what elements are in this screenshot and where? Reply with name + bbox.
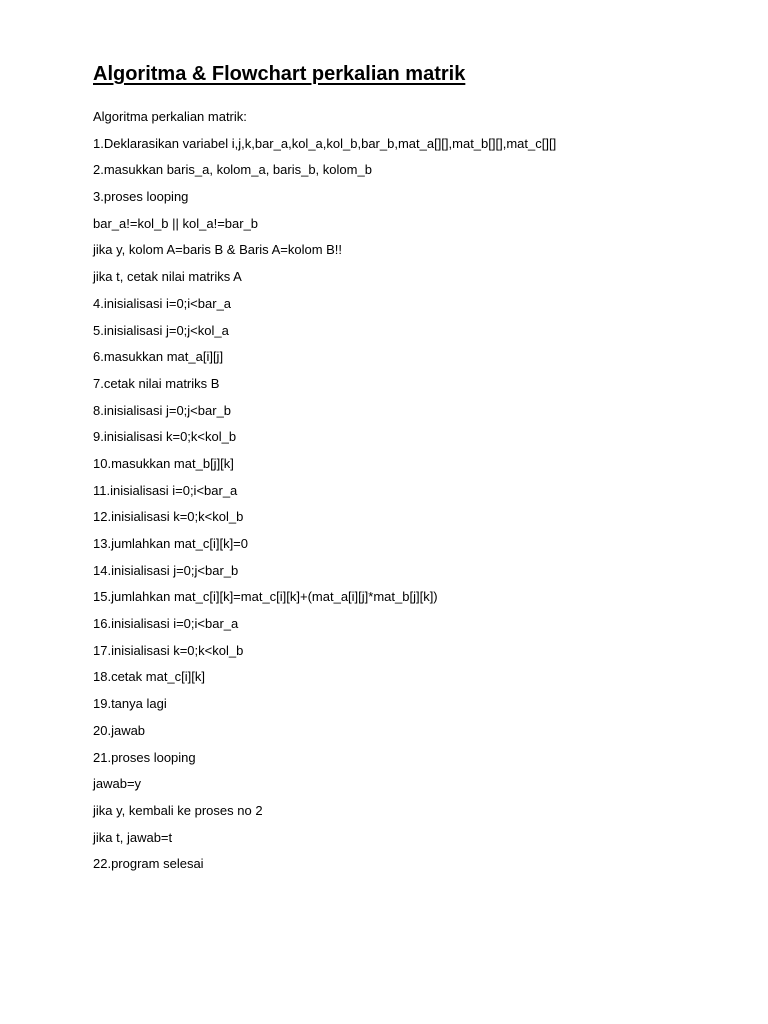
document-title: Algoritma & Flowchart perkalian matrik xyxy=(93,63,466,85)
algorithm-line: jika t, jawab=t xyxy=(93,829,173,845)
algorithm-steps-list xyxy=(93,104,733,878)
algorithm-line: 16.inisialisasi i=0;i<bar_a xyxy=(93,616,239,632)
algorithm-line: 13.jumlahkan mat_c[i][k]=0 xyxy=(93,536,248,551)
algorithm-line: 3.proses looping xyxy=(93,189,189,205)
algorithm-line: 21.proses looping xyxy=(93,749,196,765)
algorithm-line: 10.masukkan mat_b[j][k] xyxy=(93,455,234,471)
algorithm-line: 19.tanya lagi xyxy=(93,696,167,712)
algorithm-line: jika y, kembali ke proses no 2 xyxy=(93,802,263,818)
algorithm-line: 6.masukkan mat_a[i][j] xyxy=(93,349,224,365)
algorithm-line: 17.inisialisasi k=0;k<kol_b xyxy=(93,642,244,658)
algorithm-line: jawab=y xyxy=(93,776,142,792)
algorithm-line: bar_a!=kol_b || kol_a!=bar_b xyxy=(93,215,259,231)
algorithm-line: 18.cetak mat_c[i][k] xyxy=(93,669,205,685)
algorithm-line: 11.inisialisasi i=0;i<bar_a xyxy=(93,482,238,498)
algorithm-line: 22.program selesai xyxy=(93,856,204,872)
section-heading: Algoritma perkalian matrik: xyxy=(93,109,247,124)
algorithm-line: 2.masukkan baris_a, kolom_a, baris_b, kolom_b xyxy=(93,162,372,178)
algorithm-line: 12.inisialisasi k=0;k<kol_b xyxy=(93,509,244,525)
algorithm-line: 15.jumlahkan mat_c[i][k]=mat_c[i][k]+(mat_a[i][j]*mat_b[j][k]) xyxy=(93,589,438,605)
algorithm-line: 14.inisialisasi j=0;j<bar_b xyxy=(93,562,239,578)
algorithm-line: jika t, cetak nilai matriks A xyxy=(93,269,242,285)
algorithm-line: 7.cetak nilai matriks B xyxy=(93,375,220,391)
algorithm-line: 8.inisialisasi j=0;j<bar_b xyxy=(93,402,232,418)
algorithm-line: 5.inisialisasi j=0;j<kol_a xyxy=(93,322,229,338)
algorithm-line: 4.inisialisasi i=0;i<bar_a xyxy=(93,295,232,311)
algorithm-line: 9.inisialisasi k=0;k<kol_b xyxy=(93,429,237,445)
algorithm-line: jika y, kolom A=baris B & Baris A=kolom B!! xyxy=(93,242,343,258)
algorithm-line: 1.Deklarasikan variabel i,j,k,bar_a,kol_a,kol_b,bar_b,mat_a[][],mat_b[][],mat_c[][] xyxy=(93,135,557,151)
algorithm-line: 20.jawab xyxy=(93,722,146,738)
